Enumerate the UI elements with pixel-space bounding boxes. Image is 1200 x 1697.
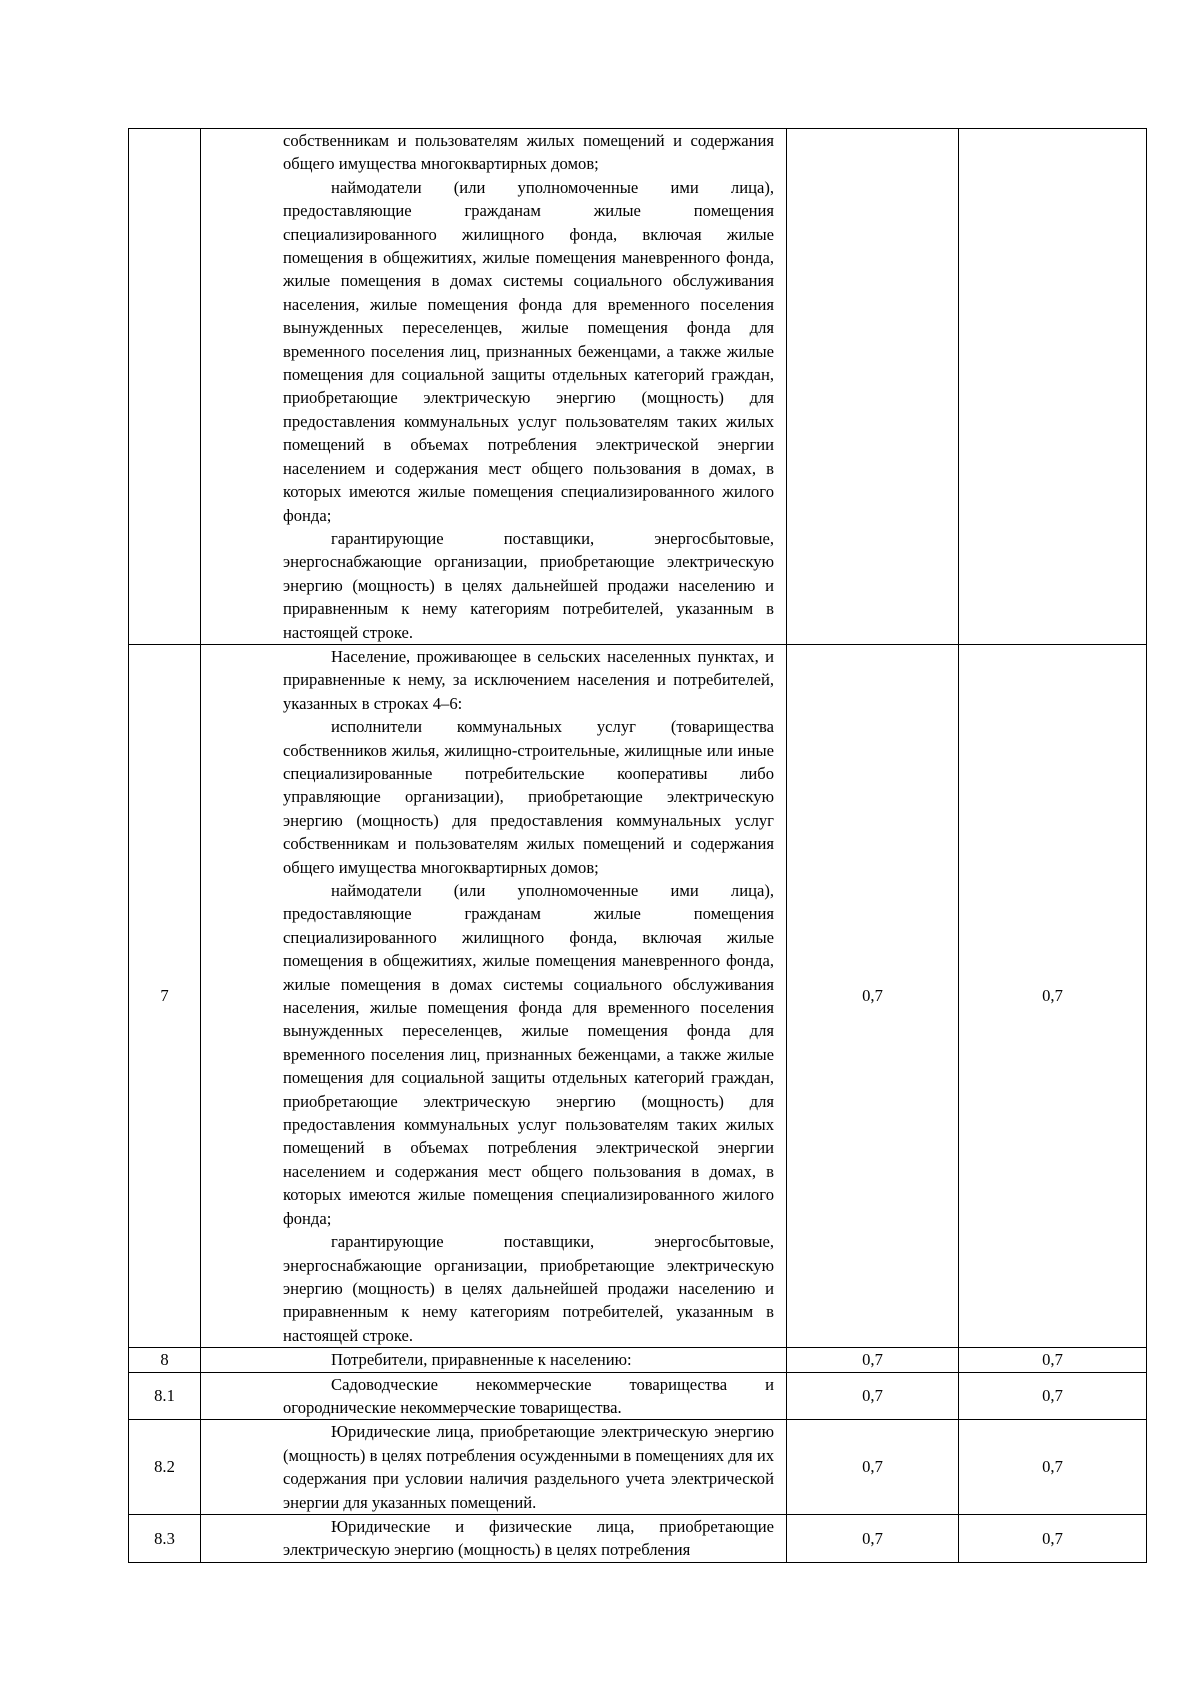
paragraph: Население, проживающее в сельских населенных пунктах, и приравненные к нему, за исключением населения и потребителей, указанных в строках 4–6: [283, 646, 774, 713]
value-cell-col4 [959, 129, 1147, 645]
paragraph: гарантирующие поставщики, энергосбытовые, энергоснабжающие организации, приобретающие электрическую энергию (мощность) в целях дальнейшей продажи населению и приравненным к нему категориям потребителей, указанным в настоящей строке. [283, 1232, 774, 1345]
paragraph: Юридические лица, приобретающие электрическую энергию (мощность) в целях потребления осужденными в помещениях для их содержания при условии наличия раздельного учета электрической энергии для указанных помещений. [283, 1422, 774, 1512]
row-description-cell [201, 129, 787, 645]
value-cell-col3: 0,7 [787, 644, 959, 1347]
table-row [129, 129, 1147, 645]
table-row [129, 644, 1147, 1347]
table-row [129, 1372, 1147, 1420]
value-cell-col4: 0,7 [959, 644, 1147, 1347]
paragraph: гарантирующие поставщики, энергосбытовые, энергоснабжающие организации, приобретающие электрическую энергию (мощность) в целях дальнейшей продажи населению и приравненным к нему категориям потребителей, указанным в настоящей строке. [283, 528, 774, 642]
table-row [129, 1420, 1147, 1515]
row-description-cell [201, 1348, 787, 1372]
paragraph: Садоводческие некоммерческие товарищества и огороднические некоммерческие товарищества. [283, 1374, 774, 1417]
paragraph: собственникам и пользователям жилых помещений и содержания общего имущества многоквартирных домов; [283, 131, 774, 174]
value-cell-col3: 0,7 [787, 1514, 959, 1562]
row-number-cell: 8.2 [129, 1420, 201, 1515]
tariff-table [128, 128, 1147, 1563]
row-description-cell [201, 644, 787, 1347]
row-number-cell: 8.3 [129, 1514, 201, 1562]
value-cell-col4: 0,7 [959, 1348, 1147, 1372]
value-cell-col3 [787, 129, 959, 645]
value-cell-col3: 0,7 [787, 1372, 959, 1420]
value-cell-col4: 0,7 [959, 1372, 1147, 1420]
row-number-cell [129, 129, 201, 645]
value-cell-col4: 0,7 [959, 1420, 1147, 1515]
row-number-cell: 8.1 [129, 1372, 201, 1420]
table-row [129, 1348, 1147, 1372]
value-cell-col3: 0,7 [787, 1348, 959, 1372]
row-number-cell: 7 [129, 644, 201, 1347]
paragraph: исполнители коммунальных услуг (товарищества собственников жилья, жилищно-строительные, жилищные или иные специализированные потребительские кооперативы либо управляющие организации), приобретающие электрическую энергию (мощность) для предоставления коммунальных услуг собственникам и пользователям жилых помещений и содержания общего имущества многоквартирных домов; [283, 717, 774, 877]
row-description-cell [201, 1372, 787, 1420]
paragraph: наймодатели (или уполномоченные ими лица), предоставляющие гражданам жилые помещения специализированного жилищного фонда, включая жилые помещения в общежитиях, жилые помещения маневренного фонда, жилые помещения в домах системы социального обслуживания населения, жилые помещения фонда для временного поселения вынужденных переселенцев, жилые помещения фонда для временного поселения лиц, признанных беженцами, а также жилые помещения для социальной защиты отдельных категорий граждан, приобретающие электрическую энергию (мощность) для предоставления коммунальных услуг пользователям таких жилых помещений в объемах потребления электрической энергии населением и содержания мест общего пользования в домах, в которых имеются жилые помещения специализированного жилого фонда; [283, 881, 774, 1228]
value-cell-col3: 0,7 [787, 1420, 959, 1515]
row-description-cell [201, 1420, 787, 1515]
table-row [129, 1514, 1147, 1562]
paragraph: наймодатели (или уполномоченные ими лица), предоставляющие гражданам жилые помещения специализированного жилищного фонда, включая жилые помещения в общежитиях, жилые помещения маневренного фонда, жилые помещения в домах системы социального обслуживания населения, жилые помещения фонда для временного поселения вынужденных переселенцев, жилые помещения фонда для временного поселения лиц, признанных беженцами, а также жилые помещения для социальной защиты отдельных категорий граждан, приобретающие электрическую энергию (мощность) для предоставления коммунальных услуг пользователям таких жилых помещений в объемах потребления электрической энергии населением и содержания мест общего пользования в домах, в которых имеются жилые помещения специализированного жилого фонда; [283, 177, 774, 525]
row-number-cell: 8 [129, 1348, 201, 1372]
value-cell-col4: 0,7 [959, 1514, 1147, 1562]
paragraph: Юридические и физические лица, приобретающие электрическую энергию (мощность) в целях потребления [283, 1516, 774, 1560]
row-description-cell [201, 1514, 787, 1562]
paragraph: Потребители, приравненные к населению: [331, 1350, 632, 1370]
